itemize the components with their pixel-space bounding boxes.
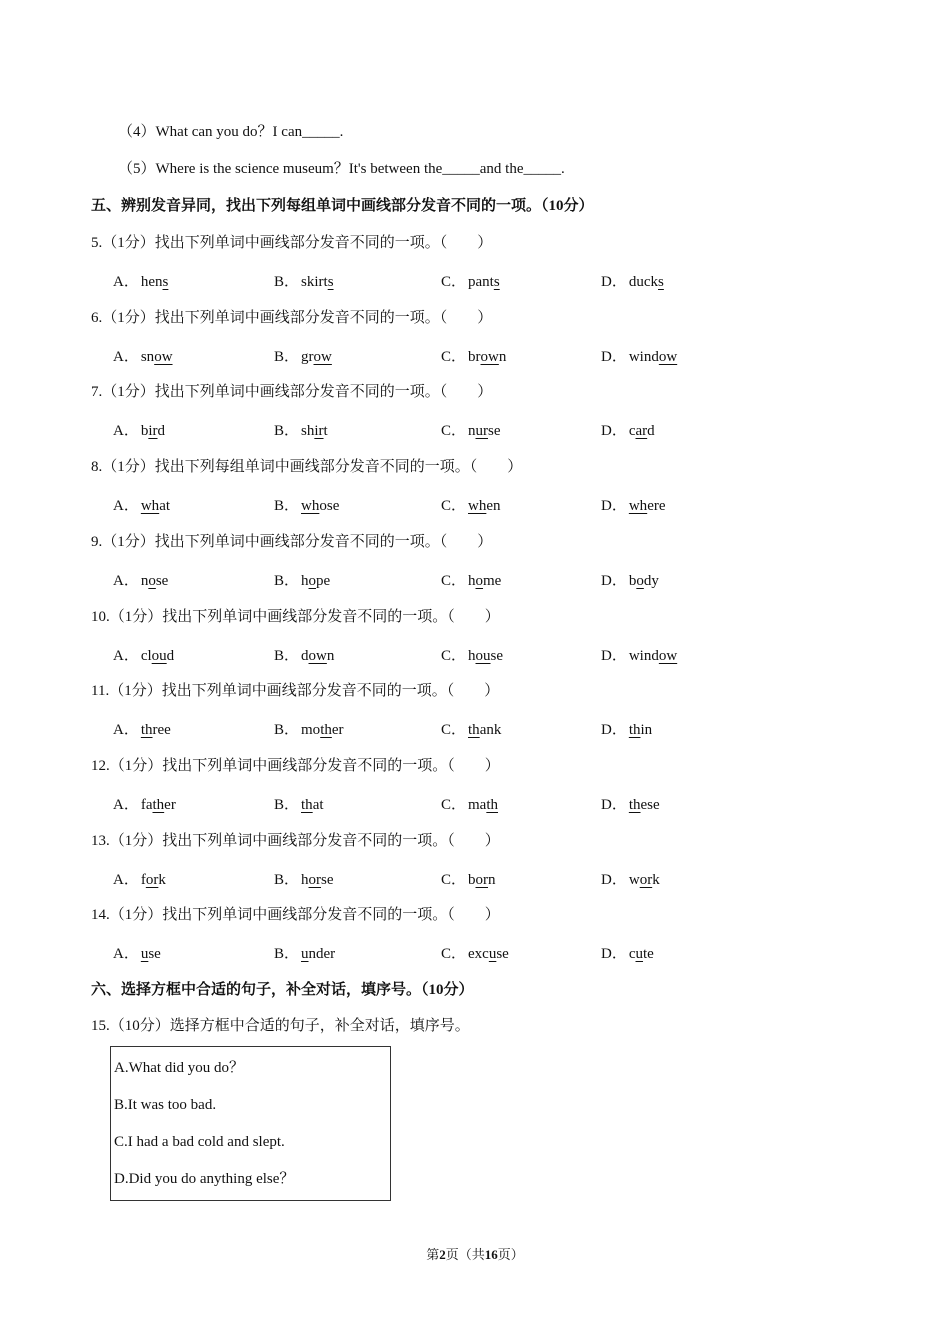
answer-option[interactable] <box>274 944 335 964</box>
word-prefix: d <box>301 648 309 664</box>
underlined-part: u <box>635 946 644 962</box>
option-letter: C． <box>441 722 467 738</box>
sub-question-4: （4）What can you do？I can_____. <box>118 124 344 140</box>
option-word <box>629 274 664 290</box>
underlined-part: ur <box>475 423 489 439</box>
option-word <box>468 946 509 962</box>
answer-option[interactable] <box>274 421 328 441</box>
option-word <box>629 573 659 589</box>
answer-option[interactable] <box>274 720 344 740</box>
word-suffix: ank <box>479 722 502 738</box>
underlined-part: s <box>658 274 664 290</box>
word-suffix: n <box>488 872 496 888</box>
box-sentence-b: B.It was too bad. <box>114 1097 217 1113</box>
answer-option[interactable] <box>441 720 501 740</box>
word-suffix: te <box>643 946 654 962</box>
word-prefix: gr <box>301 349 314 365</box>
option-word <box>468 648 503 664</box>
option-word <box>141 498 170 514</box>
option-word <box>468 872 496 888</box>
word-suffix: ose <box>319 498 340 514</box>
option-letter: C． <box>441 423 467 439</box>
underlined-part: ow <box>658 349 678 365</box>
option-letter: D． <box>601 274 627 290</box>
underlined-part: o <box>475 573 484 589</box>
underlined-part: o <box>308 573 317 589</box>
option-letter: D． <box>601 722 627 738</box>
underlined-part: th <box>320 722 332 738</box>
answer-option[interactable] <box>113 870 166 890</box>
word-suffix: d <box>166 648 175 664</box>
underlined-part: u <box>140 946 149 962</box>
answer-option[interactable] <box>441 496 501 516</box>
word-suffix: er <box>331 722 344 738</box>
underlined-part: ow <box>154 349 173 365</box>
option-word <box>468 349 506 365</box>
box-sentence-d: D.Did you do anything else？ <box>114 1171 295 1187</box>
answer-option[interactable] <box>441 571 501 591</box>
word-prefix: b <box>628 573 637 589</box>
footer-total-pages: 16 <box>484 1247 498 1262</box>
answer-option[interactable] <box>441 870 496 890</box>
section-6-title: 六、选择方框中合适的句子，补全对话，填序号。（10分） <box>91 982 474 998</box>
answer-option[interactable] <box>113 795 176 815</box>
word-suffix: me <box>483 573 502 589</box>
option-letter: D． <box>601 423 627 439</box>
option-letter: A． <box>113 498 139 514</box>
underlined-part: ou <box>151 648 167 664</box>
word-prefix: b <box>468 872 476 888</box>
question-stem: 13.（1分）找出下列单词中画线部分发音不同的一项。（ ） <box>91 833 500 849</box>
answer-option[interactable] <box>441 944 509 964</box>
underlined-part: ir <box>314 423 324 439</box>
word-prefix: n <box>468 423 476 439</box>
answer-option[interactable] <box>601 720 652 740</box>
answer-option[interactable] <box>601 347 677 367</box>
word-prefix: b <box>140 423 149 439</box>
option-word <box>629 648 677 664</box>
option-letter: C． <box>441 648 467 664</box>
word-prefix: fa <box>140 797 153 813</box>
underlined-part: th <box>301 797 313 813</box>
question-stem: 7.（1分）找出下列单词中画线部分发音不同的一项。（ ） <box>91 384 493 400</box>
answer-option[interactable] <box>113 421 165 441</box>
word-prefix: exc <box>468 946 489 962</box>
word-suffix: k <box>652 872 660 888</box>
answer-option[interactable] <box>601 944 654 964</box>
word-suffix: ree <box>152 722 171 738</box>
option-word <box>468 797 498 813</box>
answer-option[interactable] <box>441 795 498 815</box>
option-word <box>141 872 166 888</box>
answer-option[interactable] <box>274 347 332 367</box>
underlined-part: wh <box>468 498 487 514</box>
word-suffix: se <box>155 573 169 589</box>
word-suffix: at <box>312 797 324 813</box>
option-letter: B． <box>274 722 300 738</box>
word-prefix: wind <box>628 648 659 664</box>
option-word <box>468 423 501 439</box>
word-suffix: dy <box>643 573 659 589</box>
option-word <box>301 274 334 290</box>
underlined-part: o <box>636 573 644 589</box>
word-prefix: c <box>628 423 636 439</box>
underlined-part: wh <box>628 498 648 514</box>
option-letter: C． <box>441 274 467 290</box>
option-word <box>629 349 677 365</box>
option-letter: A． <box>113 946 139 962</box>
word-suffix: se <box>490 648 504 664</box>
option-letter: A． <box>113 274 139 290</box>
word-suffix: er <box>164 797 176 813</box>
option-letter: C． <box>441 946 467 962</box>
word-suffix: nder <box>308 946 336 962</box>
answer-option[interactable] <box>274 571 330 591</box>
underlined-part: or <box>145 872 159 888</box>
option-word <box>301 423 328 439</box>
word-suffix: pe <box>316 573 331 589</box>
word-prefix: n <box>140 573 149 589</box>
answer-option[interactable] <box>601 272 664 292</box>
option-word <box>301 797 324 813</box>
option-letter: C． <box>441 872 467 888</box>
option-letter: B． <box>274 274 300 290</box>
word-suffix: se <box>148 946 161 962</box>
word-prefix: sh <box>301 423 315 439</box>
word-prefix: skirt <box>301 274 328 290</box>
question-stem: 10.（1分）找出下列单词中画线部分发音不同的一项。（ ） <box>91 609 500 625</box>
underlined-part: ir <box>148 423 158 439</box>
word-prefix: h <box>468 648 476 664</box>
option-letter: B． <box>274 946 300 962</box>
word-prefix: duck <box>628 274 659 290</box>
option-letter: A． <box>113 872 139 888</box>
option-word <box>629 423 655 439</box>
underlined-part: u <box>301 946 309 962</box>
underlined-part: th <box>468 722 480 738</box>
option-letter: A． <box>113 648 139 664</box>
option-word <box>141 648 174 664</box>
word-prefix: cl <box>140 648 152 664</box>
underlined-part: wh <box>301 498 320 514</box>
answer-option[interactable] <box>274 795 324 815</box>
option-letter: B． <box>274 498 300 514</box>
option-word <box>301 573 330 589</box>
option-word <box>301 349 332 365</box>
word-suffix: t <box>323 423 328 439</box>
option-word <box>629 872 660 888</box>
option-word <box>468 573 501 589</box>
option-letter: C． <box>441 498 467 514</box>
word-prefix: h <box>468 573 476 589</box>
option-letter: D． <box>601 797 627 813</box>
sentence-box <box>110 1046 391 1201</box>
underlined-part: th <box>140 722 153 738</box>
answer-option[interactable] <box>601 870 660 890</box>
option-letter: C． <box>441 573 467 589</box>
option-letter: D． <box>601 573 627 589</box>
answer-option[interactable] <box>274 646 334 666</box>
option-letter: D． <box>601 872 627 888</box>
answer-option[interactable] <box>113 720 171 740</box>
word-suffix: ese <box>640 797 660 813</box>
option-letter: D． <box>601 498 627 514</box>
word-suffix: in <box>640 722 653 738</box>
option-word <box>301 648 334 664</box>
question-15-stem: 15.（10分）选择方框中合适的句子，补全对话，填序号。 <box>91 1018 470 1034</box>
word-prefix: wind <box>628 349 659 365</box>
footer-post: 页） <box>497 1247 524 1262</box>
answer-option[interactable] <box>601 496 666 516</box>
underlined-part: ow <box>658 648 678 664</box>
word-prefix: f <box>140 872 146 888</box>
word-suffix: k <box>158 872 166 888</box>
underlined-part: or <box>639 872 653 888</box>
word-suffix: se <box>488 423 501 439</box>
option-letter: A． <box>113 722 139 738</box>
underlined-part: u <box>488 946 497 962</box>
box-sentence-a: A.What did you do？ <box>114 1060 244 1076</box>
underlined-part: s <box>493 274 500 290</box>
word-suffix: se <box>321 872 334 888</box>
word-prefix: hen <box>140 274 163 290</box>
option-letter: A． <box>113 349 139 365</box>
underlined-part: th <box>486 797 499 813</box>
underlined-part: s <box>327 274 334 290</box>
answer-option[interactable] <box>441 272 500 292</box>
word-prefix: w <box>628 872 640 888</box>
underlined-part: th <box>628 797 641 813</box>
question-stem: 14.（1分）找出下列单词中画线部分发音不同的一项。（ ） <box>91 907 500 923</box>
option-letter: D． <box>601 349 627 365</box>
option-word <box>141 423 165 439</box>
option-letter: B． <box>274 573 300 589</box>
option-word <box>629 797 660 813</box>
option-word <box>301 872 334 888</box>
option-word <box>629 946 654 962</box>
underlined-part: ow <box>480 349 499 365</box>
sub-question-5: （5）Where is the science museum？It's between the_____and the_____. <box>118 161 565 177</box>
underlined-part: or <box>308 872 322 888</box>
footer-page-number: 2 <box>439 1247 446 1262</box>
word-prefix: mo <box>301 722 321 738</box>
word-prefix: ma <box>468 797 487 813</box>
option-letter: D． <box>601 648 627 664</box>
answer-option[interactable] <box>441 347 506 367</box>
answer-option[interactable] <box>113 272 168 292</box>
answer-option[interactable] <box>441 421 501 441</box>
section-5-title: 五、辨别发音异同，找出下列每组单词中画线部分发音不同的一项。（10分） <box>91 198 594 214</box>
word-prefix: br <box>468 349 481 365</box>
option-letter: C． <box>441 349 467 365</box>
underlined-part: ou <box>475 648 491 664</box>
answer-option[interactable] <box>113 944 161 964</box>
option-word <box>301 498 339 514</box>
option-word <box>468 722 501 738</box>
answer-option[interactable] <box>113 496 170 516</box>
question-stem: 9.（1分）找出下列单词中画线部分发音不同的一项。（ ） <box>91 534 493 550</box>
option-word <box>301 946 335 962</box>
answer-option[interactable] <box>113 571 168 591</box>
question-stem: 11.（1分）找出下列单词中画线部分发音不同的一项。（ ） <box>91 683 500 699</box>
footer-pre: 第 <box>426 1247 440 1262</box>
option-letter: C． <box>441 797 467 813</box>
word-suffix: at <box>159 498 171 514</box>
question-stem: 8.（1分）找出下列每组单词中画线部分发音不同的一项。（ ） <box>91 459 523 475</box>
option-letter: D． <box>601 946 627 962</box>
word-prefix: c <box>628 946 636 962</box>
option-letter: B． <box>274 349 300 365</box>
option-letter: A． <box>113 423 139 439</box>
option-word <box>141 274 169 290</box>
option-letter: B． <box>274 648 300 664</box>
option-word <box>629 722 652 738</box>
option-word <box>141 946 161 962</box>
word-suffix: d <box>647 423 655 439</box>
underlined-part: th <box>152 797 165 813</box>
answer-option[interactable] <box>441 646 503 666</box>
page-footer <box>0 1244 950 1263</box>
underlined-part: s <box>162 274 169 290</box>
word-suffix: d <box>157 423 166 439</box>
option-word <box>141 722 171 738</box>
option-word <box>468 274 500 290</box>
underlined-part: or <box>475 872 489 888</box>
underlined-part: ar <box>635 423 648 439</box>
answer-option[interactable] <box>274 272 334 292</box>
option-word <box>468 498 501 514</box>
word-suffix: en <box>486 498 501 514</box>
underlined-part: o <box>148 573 156 589</box>
word-suffix: n <box>326 648 335 664</box>
answer-option[interactable] <box>113 347 173 367</box>
option-letter: B． <box>274 872 300 888</box>
underlined-part: wh <box>140 498 160 514</box>
question-stem: 5.（1分）找出下列单词中画线部分发音不同的一项。（ ） <box>91 235 493 251</box>
option-letter: B． <box>274 797 300 813</box>
answer-option[interactable] <box>274 496 339 516</box>
word-suffix: se <box>496 946 509 962</box>
option-letter: B． <box>274 423 300 439</box>
question-stem: 12.（1分）找出下列单词中画线部分发音不同的一项。（ ） <box>91 758 500 774</box>
underlined-part: th <box>628 722 641 738</box>
footer-mid: 页（共 <box>445 1247 485 1262</box>
question-stem: 6.（1分）找出下列单词中画线部分发音不同的一项。（ ） <box>91 310 493 326</box>
answer-option[interactable] <box>113 646 174 666</box>
option-letter: A． <box>113 797 139 813</box>
word-prefix: h <box>301 872 309 888</box>
option-word <box>141 349 173 365</box>
word-prefix: h <box>301 573 309 589</box>
word-prefix: sn <box>140 349 155 365</box>
underlined-part: ow <box>313 349 332 365</box>
word-suffix: ere <box>647 498 666 514</box>
option-word <box>301 722 344 738</box>
underlined-part: ow <box>308 648 327 664</box>
word-suffix: n <box>498 349 507 365</box>
option-word <box>141 797 176 813</box>
answer-option[interactable] <box>601 795 660 815</box>
answer-option[interactable] <box>601 421 655 441</box>
word-prefix: pant <box>468 274 494 290</box>
option-word <box>629 498 666 514</box>
answer-option[interactable] <box>601 571 659 591</box>
option-letter: A． <box>113 573 139 589</box>
answer-option[interactable] <box>601 646 677 666</box>
answer-option[interactable] <box>274 870 334 890</box>
box-sentence-c: C.I had a bad cold and slept. <box>114 1134 285 1150</box>
option-word <box>141 573 169 589</box>
